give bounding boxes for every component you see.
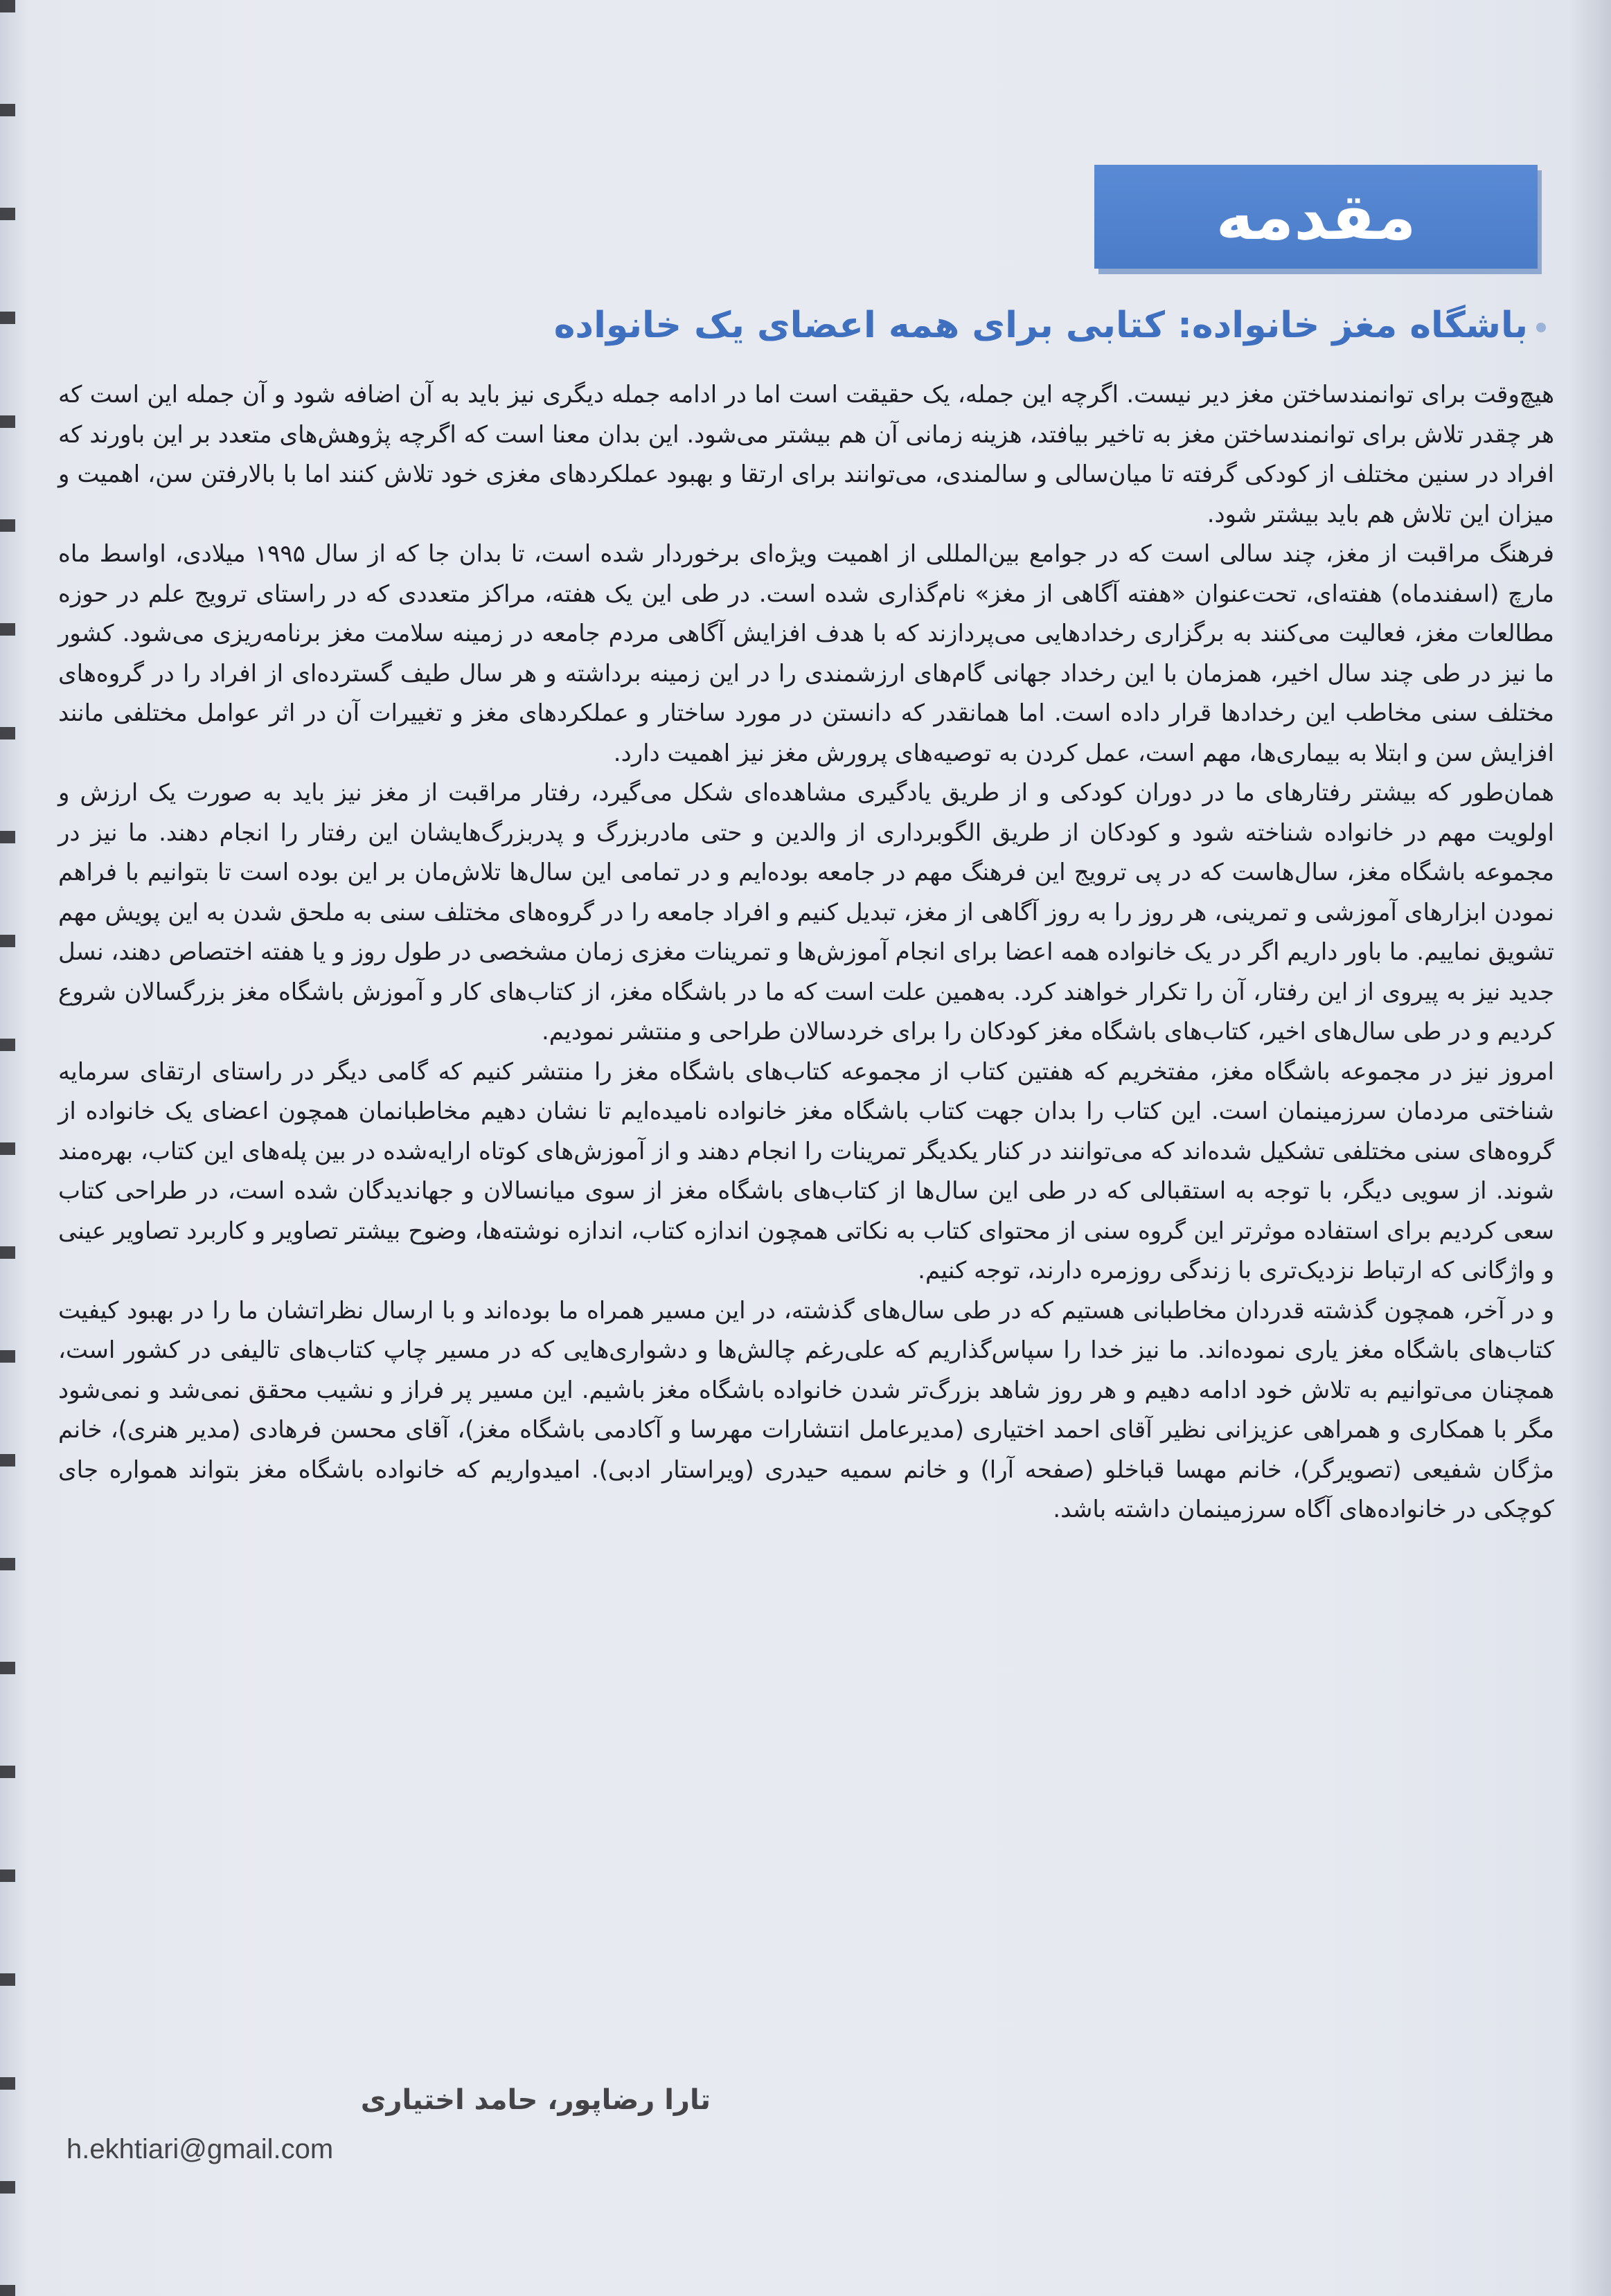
paragraph-4: امروز نیز در مجموعه باشگاه مغز، مفتخریم که هفتین کتاب از مجموعه کتاب‌های باشگاه مغز را منتشر کنیم که گامی دیگر در راستای ارتقای سرمایه شناختی مردمان سرزمینمان است. این کتاب را بدان جهت کتاب باشگاه مغز خانواده نامیده‌ایم تا نشان دهیم مخاطبانمان همچون اعضای یک خانواده از گروه‌های سنی مختلفی تشکیل شده‌اند که می‌توانند در کنار یکدیگر تمرینات را انجام دهند و از آموزش‌های کوتاه ارایه‌شده در بین پله‌های این کتاب، بهره‌مند شوند. از سویی دیگر، با توجه به استقبالی که در طی این سال‌ها از کتاب‌های باشگاه مغز از سوی میانسالان و جهاندیدگان شده است، در طراحی کتاب سعی کردیم برای استفاده موثرتر این گروه سنی از محتوای کتاب به نکاتی همچون اندازه کتاب، اندازه نوشته‌ها، وضوح بیشتر تصاویر و کاربرد تصاویر عینی و واژگانی که ارتباط نزدیک‌تری با زندگی روزمره دارند، توجه کنیم.: [58, 1057, 1554, 1284]
paragraph-1: هیچ‌وقت برای توانمندساختن مغز دیر نیست. اگرچه این جمله، یک حقیقت است اما در ادامه جمله دیگری نیز باید به آن اضافه شود و آن جمله این است که هر چقدر تلاش برای توانمندساختن مغز به تاخیر بیافتد، هزینه زمانی آن هم بیشتر می‌شود. این بدان معنا است که اگرچه پژوهش‌های متعدد بر این باورند که افراد در سنین مختلف از کودکی گرفته تا میان‌سالی و سالمندی، می‌توانند برای ارتقا و بهبود عملکردهای مغزی خود تلاش کنند اما با بالارفتن سن، اهمیت و میزان این تلاش هم باید بیشتر شود.: [58, 381, 1554, 528]
spiral-binding: [0, 0, 15, 2296]
paragraph-3: همان‌طور که بیشتر رفتارهای ما در دوران کودکی و از طریق یادگیری مشاهده‌ای شکل می‌گیرد، رفتار مراقبت از مغز نیز باید به صورت یک ارزش و اولویت مهم در خانواده شناخته شود و کودکان از طریق الگوبرداری از والدین و حتی مادربزرگ و پدربزرگ‌هایشان این رفتار را انجام دهند. ما نیز در مجموعه باشگاه مغز، سال‌هاست که در پی ترویج این فرهنگ مهم در جامعه بوده‌ایم و در تمامی این سال‌ها تلاش‌مان بر این بوده است تا بتوانیم با فراهم نمودن ابزارهای آموزشی و تمرینی، هر روز را به روز آگاهی از مغز، تبدیل کنیم و افراد جامعه را در گروه‌های مختلف سنی به ملحق شدن به این پویش مهم تشویق نماییم. ما باور داریم اگر در یک خانواده همه اعضا برای انجام آموزش‌ها و تمرینات مغزی زمان مشخصی در طول روز و یا هفته اختصاص دهند، نسل جدید نیز به پیروی از این رفتار، آن را تکرار خواهند کرد. به‌همین علت است که ما در باشگاه مغز، از کتاب‌های کار و آموزش باشگاه مغز بزرگسالان شروع کردیم و در طی سال‌های اخیر، کتاب‌های باشگاه مغز کودکان را برای خردسالان طراحی و منتشر نمودیم.: [58, 779, 1554, 1046]
page-edge-shadow: [1569, 0, 1611, 2296]
paragraph-5: و در آخر، همچون گذشته قدردان مخاطبانی هستیم که در طی سال‌های گذشته، در این مسیر همراه ما بوده‌اند و با ارسال نظراتشان ما را در بهبود کیفیت کتاب‌های باشگاه مغز یاری نموده‌اند. ما نیز خدا را سپاس‌گذاریم که علی‌رغم چالش‌ها و دشواری‌هایی که در مسیر چاپ کتاب‌های تالیفی در کشور است، همچنان می‌توانیم به تلاش خود ادامه دهیم و هر روز شاهد بزرگ‌تر شدن خانواده باشگاه مغز باشیم. این مسیر پر فراز و نشیب محقق نمی‌شد و نمی‌شود مگر با همکاری و همراهی عزیزانی نظیر آقای احمد اختیاری (مدیرعامل انتشارات مهرسا و آکادمی باشگاه مغز)، آقای محسن فرهادی (مدیر هنری)، خانم مژگان شفیعی (تصویرگر)، خانم مهسا قباخلو (صفحه آرا) و خانم سمیه حیدری (ویراستار ادبی). امیدواریم که خانواده باشگاه مغز بتواند همواره جای کوچکی در خانواده‌های آگاه سرزمینمان داشته باشد.: [58, 1296, 1554, 1523]
bullet-dot-icon: [1536, 323, 1546, 332]
author-email: h.ekhtiari@gmail.com: [66, 2134, 334, 2164]
author-signature: تارا رضاپور، حامد اختیاری: [360, 2084, 711, 2116]
section-subtitle: [161, 305, 1546, 346]
subtitle-text: باشگاه مغز خانواده: کتابی برای همه اعضای یک خانواده: [553, 305, 1528, 346]
paragraph-2: فرهنگ مراقبت از مغز، چند سالی است که در جوامع بین‌المللی از اهمیت ویژه‌ای برخوردار شده است، تا بدان جا که از سال ۱۹۹۵ میلادی، اواسط ماه مارچ (اسفندماه) هفته‌ای، تحت‌عنوان «هفته آگاهی از مغز» نام‌گذاری شده است. در طی این یک هفته، مراکز متعددی که در راستای ترویج علم در حوزه مطالعات مغز، فعالیت می‌کنند به برگزاری رخدادهایی می‌پردازند که با هدف افزایش آگاهی مردم جامعه در زمینه سلامت مغز برنامه‌ریزی می‌شود. کشور ما نیز در طی چند سال اخیر، همزمان با این رخداد جهانی گام‌های ارزشمندی را در این زمینه برداشته و هر سال طیف گسترده‌ای از افراد را در گروه‌های مختلف سنی مخاطب این رخدادها قرار داده است. اما همانقدر که دانستن در مورد ساختار و عملکردهای مغز و تغییرات آن در اثر عوامل مختلفی مانند افزایش سن و ابتلا به بیماری‌ها، مهم است، عمل کردن به توصیه‌های پرورش مغز نیز اهمیت دارد.: [58, 540, 1554, 767]
title-banner: [1094, 165, 1538, 269]
body-text: [58, 375, 1554, 1530]
page-title: مقدمه: [1216, 179, 1416, 254]
